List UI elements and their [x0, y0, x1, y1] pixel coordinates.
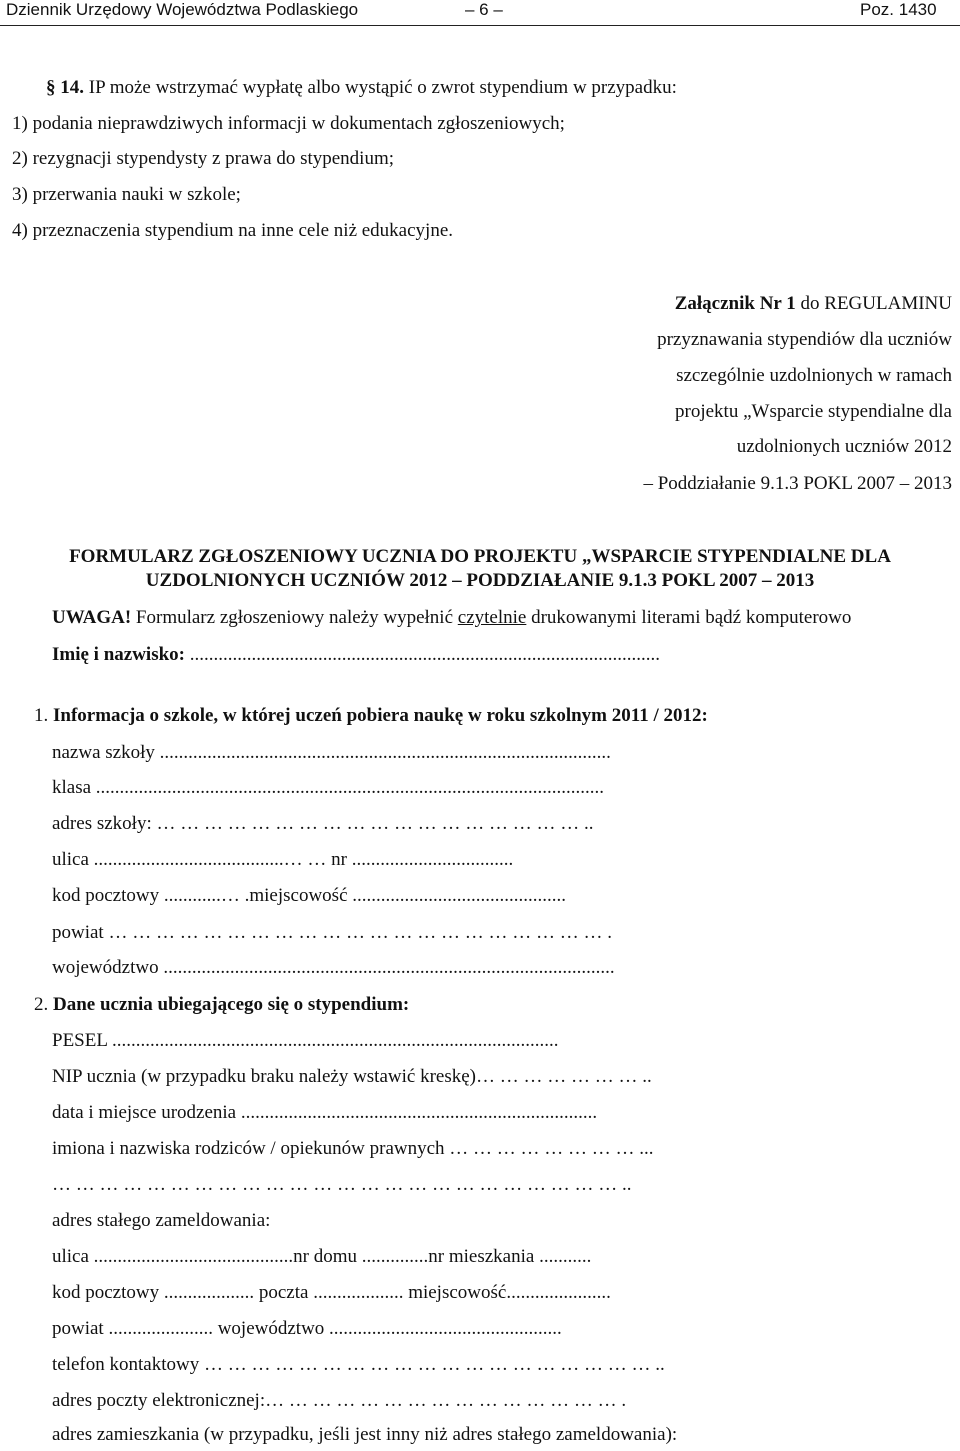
name-dots: ................................................................................................... [185, 644, 660, 665]
form-notice [52, 605, 851, 631]
notice-text: Formularz zgłoszeniowy należy wypełnić [131, 607, 458, 628]
page-number: – 6 – [465, 0, 503, 19]
annex-line: – Poddziałanie 9.1.3 POKL 2007 – 2013 [643, 473, 952, 494]
section-14-intro [46, 75, 677, 101]
name-field[interactable] [52, 642, 660, 668]
school-name-field[interactable]: nazwa szkoły ............................................................................................... [52, 742, 611, 763]
notice-text-end: drukowanymi literami bądź komputerowo [526, 607, 852, 628]
parents-names-continuation[interactable]: … … … … … … … … … … … … … … … … … … … … … … … … .. [52, 1174, 632, 1195]
section-14-text: IP może wstrzymać wypłatę albo wystąpić o zwrot stypendium w przypadku: [88, 77, 677, 98]
class-field[interactable]: klasa ........................................................................................................... [52, 777, 605, 798]
postal-code-field[interactable]: kod pocztowy ............… .miejscowość ............................................. [52, 885, 567, 906]
school-address-field[interactable]: adres szkoły: … … … … … … … … … … … … … … … … … … .. [52, 813, 594, 834]
annex-number: Załącznik Nr 1 [674, 293, 796, 314]
residence-address-label: adres zamieszkania (w przypadku, jeśli jest inny niż adres stałego zameldowania): [52, 1424, 678, 1445]
birth-date-place-field[interactable]: data i miejsce urodzenia ........................................................................... [52, 1102, 598, 1123]
name-label: Imię i nazwisko: [52, 644, 185, 665]
section-1-heading [34, 703, 708, 729]
address-street-field[interactable]: ulica ..........................................nr domu ..............nr mieszkania ........... [52, 1246, 592, 1267]
form-title-line-2: UZDOLNIONYCH UCZNIÓW 2012 – PODDZIAŁANIE 9.1.3 POKL 2007 – 2013 [145, 570, 815, 591]
email-field[interactable]: adres poczty elektronicznej:… … … … … … … … … … … … … … … . [52, 1390, 627, 1411]
annex-line: projektu „Wsparcie stypendialne dla [675, 401, 952, 422]
voivodeship-field[interactable]: województwo ............................................................................................... [52, 957, 615, 978]
section-2-title: Dane ucznia ubiegającego się o stypendium: [53, 994, 410, 1015]
annex-title-rest: do REGULAMINU [795, 293, 952, 314]
section-2-number: 2. [34, 994, 49, 1015]
section-14-number: § 14. [46, 77, 84, 98]
section-14-item: 4) przeznaczenia stypendium na inne cele niż edukacyjne. [12, 220, 454, 241]
pesel-field[interactable]: PESEL .............................................................................................. [52, 1030, 559, 1051]
annex-line: przyznawania stypendiów dla uczniów [657, 329, 952, 350]
permanent-address-label: adres stałego zameldowania: [52, 1210, 271, 1231]
annex-line: szczególnie uzdolnionych w ramach [676, 365, 952, 386]
section-14-item: 3) przerwania nauki w szkole; [12, 184, 241, 205]
annex-line: uzdolnionych uczniów 2012 [736, 436, 952, 457]
address-county-field[interactable]: powiat ...................... województwo ................................................. [52, 1318, 562, 1339]
journal-title: Dziennik Urzędowy Województwa Podlaskiego [6, 0, 359, 19]
header-divider [0, 25, 960, 26]
parents-names-field[interactable]: imiona i nazwiska rodziców / opiekunów prawnych … … … … … … … … ... [52, 1138, 654, 1159]
annex-title [452, 291, 952, 317]
section-1-number: 1. [34, 705, 49, 726]
section-14-item: 2) rezygnacji stypendysty z prawa do stypendium; [12, 148, 395, 169]
notice-underlined: czytelnie [457, 607, 527, 628]
address-postal-field[interactable]: kod pocztowy ................... poczta ................... miejscowość...................... [52, 1282, 611, 1303]
phone-field[interactable]: telefon kontaktowy … … … … … … … … … … … … … … … … … … … .. [52, 1354, 665, 1375]
section-2-heading [34, 992, 409, 1018]
position-number: Poz. 1430 [860, 0, 937, 19]
form-title-line-1: FORMULARZ ZGŁOSZENIOWY UCZNIA DO PROJEKTU „WSPARCIE STYPENDIALNE DLA [69, 546, 891, 567]
nip-field[interactable]: NIP ucznia (w przypadku braku należy wstawić kreskę)… … … … … … … .. [52, 1066, 652, 1087]
street-field[interactable]: ulica ........................................… … nr .................................. [52, 849, 514, 870]
section-14-item: 1) podania nieprawdziwych informacji w dokumentach zgłoszeniowych; [12, 113, 565, 134]
county-field[interactable]: powiat … … … … … … … … … … … … … … … … … … … … … . [52, 922, 612, 943]
notice-label: UWAGA! [52, 607, 132, 628]
section-1-title: Informacja o szkole, w której uczeń pobiera naukę w roku szkolnym 2011 / 2012: [53, 705, 708, 726]
